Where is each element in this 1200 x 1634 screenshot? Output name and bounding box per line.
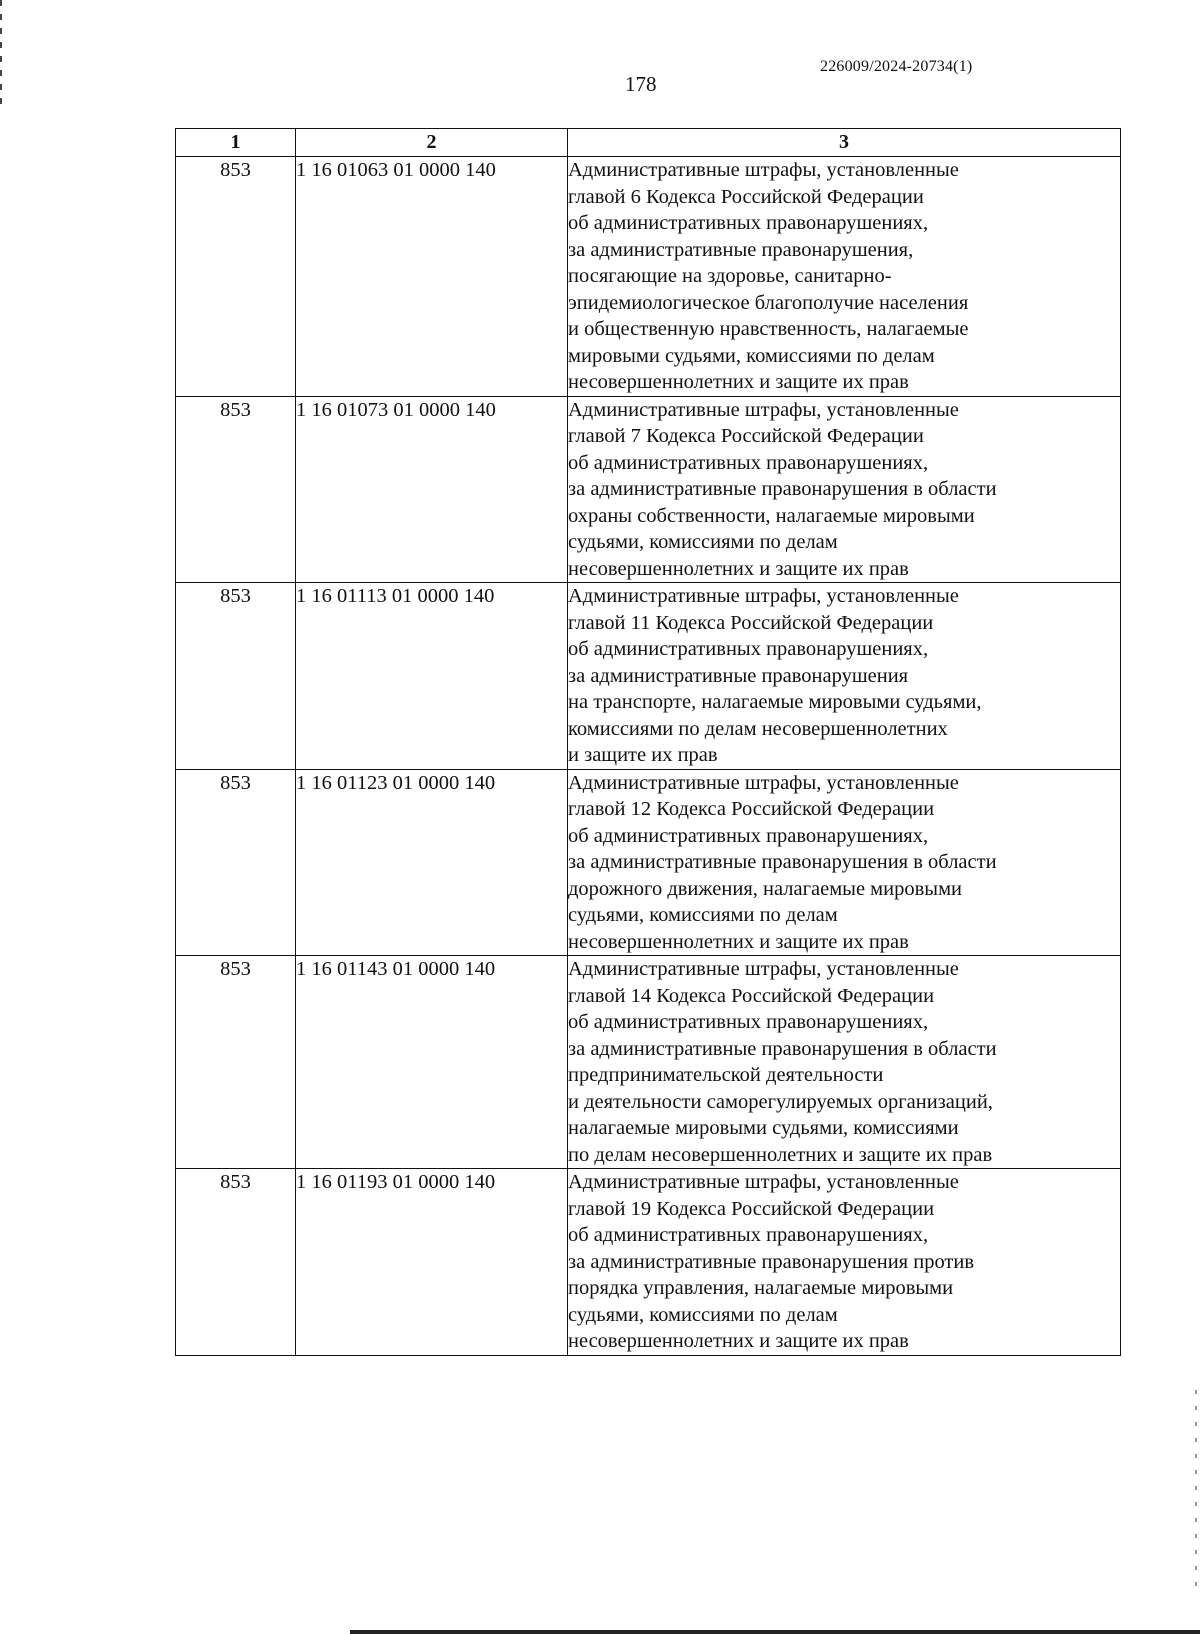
description-line: судьями, комиссиями по делам [568,1303,838,1326]
scan-edge-left [0,0,2,110]
description-line: судьями, комиссиями по делам [568,904,838,926]
description-line: мировыми судьями, комиссиями по делам [568,344,935,367]
description-line: за административные правонарушения [568,664,909,687]
description-line: главой 7 Кодекса Российской Федерации [568,425,924,447]
admin-code-cell: 853 [176,956,296,1169]
admin-code-cell: 853 [176,157,296,397]
description-line: судьями, комиссиями по делам [568,531,838,553]
description-line: налагаемые мировыми судьями, комиссиями [568,1117,959,1139]
description-line: за административные правонарушения против [568,1250,975,1273]
scan-edge-right [1195,1390,1197,1590]
description-line: несовершеннолетних и защите их прав [568,930,909,953]
admin-code-cell: 853 [176,1169,296,1356]
description-line: и защите их прав [568,744,718,766]
description-line: по делам несовершеннолетних и защите их прав [568,1143,993,1166]
budget-code-cell: 1 16 01193 01 0000 140 [296,1169,568,1356]
description-line: Административные штрафы, установленные [568,159,959,181]
description-cell [568,396,1121,583]
table-body [176,157,1121,1356]
description-line: Административные штрафы, установленные [568,398,959,421]
column-header-2: 2 [296,129,568,157]
description-line: предпринимательской деятельности [568,1064,884,1086]
description-line: об административных правонарушениях, [568,1011,929,1033]
description-line: главой 19 Кодекса Российской Федерации [568,1197,935,1220]
header-row [176,129,1121,157]
table-row [176,769,1121,956]
description-line: за административные правонарушения в области [568,1037,997,1060]
description-line: об административных правонарушениях, [568,451,929,474]
description-cell [568,1169,1121,1356]
table-row [176,583,1121,770]
description-line: за административные правонарушения в области [568,478,997,500]
admin-code-cell: 853 [176,769,296,956]
table-row [176,1169,1121,1356]
budget-code-cell: 1 16 01063 01 0000 140 [296,157,568,397]
description-line: несовершеннолетних и защите их прав [568,1330,909,1352]
description-line: и общественную нравственность, налагаемые [568,318,969,340]
admin-code-cell: 853 [176,396,296,583]
table-row [176,956,1121,1169]
description-line: Административные штрафы, установленные [568,585,959,607]
description-line: несовершеннолетних и защите их прав [568,371,909,393]
description-cell [568,583,1121,770]
description-line: посягающие на здоровье, санитарно- [568,265,892,287]
description-cell [568,769,1121,956]
table-row [176,157,1121,397]
description-line: Административные штрафы, установленные [568,771,959,794]
description-line: главой 12 Кодекса Российской Федерации [568,798,935,820]
description-line: об административных правонарушениях, [568,824,929,847]
document-number: 226009/2024-20734(1) [820,58,973,75]
description-cell [568,956,1121,1169]
description-line: эпидемиологическое благополучие населения [568,291,969,314]
description-line: об административных правонарушениях, [568,212,929,234]
table-row [176,396,1121,583]
column-header-3: 3 [568,129,1121,157]
description-line: об административных правонарушениях, [568,1224,929,1246]
fees-table [175,128,1121,1356]
description-line: порядка управления, налагаемые мировыми [568,1277,954,1299]
description-line: за административные правонарушения, [568,238,914,261]
description-line: комиссиями по делам несовершеннолетних [568,717,948,740]
description-line: главой 11 Кодекса Российской Федерации [568,611,934,634]
description-line: об административных правонарушениях, [568,638,929,660]
description-line: главой 14 Кодекса Российской Федерации [568,984,935,1007]
page-number: 178 [625,72,657,96]
budget-code-cell: 1 16 01073 01 0000 140 [296,396,568,583]
column-header-1: 1 [176,129,296,157]
description-line: на транспорте, налагаемые мировыми судьями, [568,691,982,713]
budget-code-cell: 1 16 01123 01 0000 140 [296,769,568,956]
admin-code-cell: 853 [176,583,296,770]
description-line: за административные правонарушения в области [568,851,997,873]
budget-code-cell: 1 16 01113 01 0000 140 [296,583,568,770]
description-line: дорожного движения, налагаемые мировыми [568,877,963,900]
description-line: и деятельности саморегулируемых организаций, [568,1090,993,1113]
description-line: охраны собственности, налагаемые мировыми [568,504,975,527]
scan-bottom-line [350,1630,1200,1634]
budget-code-cell: 1 16 01143 01 0000 140 [296,956,568,1169]
description-cell [568,157,1121,397]
description-line: Административные штрафы, установленные [568,958,959,980]
table-header [176,129,1121,157]
description-line: главой 6 Кодекса Российской Федерации [568,185,924,208]
description-line: несовершеннолетних и защите их прав [568,557,909,580]
description-line: Административные штрафы, установленные [568,1171,959,1193]
